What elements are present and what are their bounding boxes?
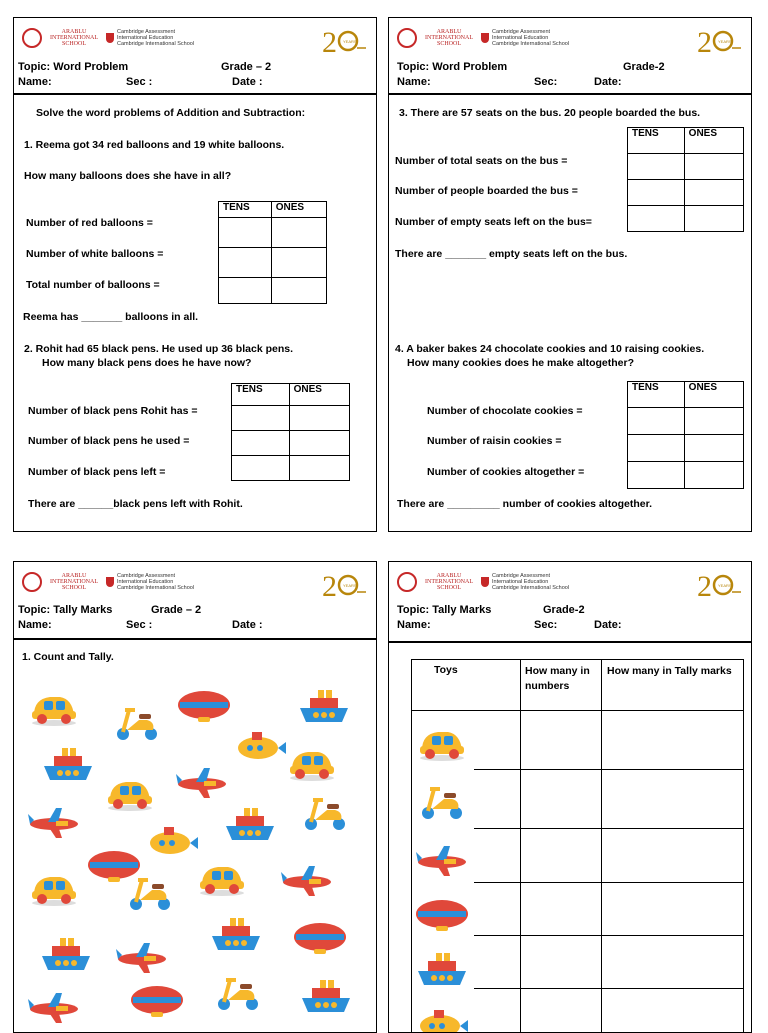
tens-header: TENS	[628, 128, 685, 154]
sec-field[interactable]: Sec :	[126, 619, 153, 631]
tens-ones-table-q4	[627, 381, 744, 489]
q2-row-left: Number of black pens left =	[28, 466, 166, 478]
topic-label: Topic: Tally Marks	[397, 604, 492, 616]
date-field[interactable]: Date :	[232, 76, 263, 88]
col-header-toys: Toys	[434, 664, 458, 676]
grade-label: Grade – 2	[221, 61, 272, 73]
q4-row-chocolate: Number of chocolate cookies =	[427, 405, 583, 417]
number-answer-cell[interactable]	[521, 711, 601, 768]
worksheet-word-problem-2	[388, 17, 752, 532]
header-divider	[389, 641, 751, 643]
date-field[interactable]: Date :	[232, 619, 263, 631]
car-icon	[414, 722, 470, 762]
answer-cell[interactable]	[628, 435, 685, 462]
scooter-icon	[109, 702, 165, 742]
name-field[interactable]: Name:	[397, 76, 431, 88]
topic-label: Topic: Word Problem	[18, 61, 129, 73]
q2-answer-line: There are ______black pens left with Rohit.	[28, 498, 243, 510]
cambridge-logo: Cambridge Assessment International Education Cambridge International School	[481, 29, 569, 47]
answer-cell[interactable]	[271, 218, 326, 248]
twenty-years-logo-icon	[697, 24, 741, 58]
q1-answer-line: Reema has _______ balloons in all.	[23, 311, 199, 323]
answer-cell[interactable]	[232, 406, 290, 431]
school-logos	[397, 572, 569, 592]
question-2: 2. Rohit had 65 black pens. He used up 36 black pens.	[24, 343, 294, 355]
svg-text:2: 2	[322, 570, 337, 602]
cambridge-shield-icon	[106, 33, 114, 43]
number-answer-cell[interactable]	[521, 989, 601, 1033]
answer-cell[interactable]	[219, 248, 272, 278]
q3-row-empty: Number of empty seats left on the bus=	[395, 216, 592, 228]
cambridge-shield-icon	[481, 33, 489, 43]
blimp-icon	[129, 980, 185, 1020]
blimp-icon	[292, 917, 348, 957]
count-and-tally-instruction: 1. Count and Tally.	[22, 651, 114, 663]
q3-row-boarded: Number of people boarded the bus =	[395, 185, 578, 197]
tens-ones-table-q3	[627, 127, 744, 232]
svg-text:2: 2	[697, 26, 712, 58]
airplane-icon	[279, 860, 335, 900]
tens-header: TENS	[628, 382, 685, 408]
answer-cell[interactable]	[232, 456, 290, 481]
tally-answer-cell[interactable]	[602, 936, 743, 987]
q3-row-total: Number of total seats on the bus =	[395, 155, 568, 167]
q2-row-used: Number of black pens he used =	[28, 435, 190, 447]
airplane-icon	[114, 937, 170, 977]
answer-cell[interactable]	[289, 456, 349, 481]
q3-answer-line: There are _______ empty seats left on the bus.	[395, 248, 628, 260]
topic-label: Topic: Tally Marks	[18, 604, 113, 616]
ones-header: ONES	[271, 202, 326, 218]
ship-icon	[222, 802, 278, 842]
answer-cell[interactable]	[684, 206, 743, 232]
tens-ones-table-q1	[218, 201, 327, 304]
blimp-icon	[414, 894, 470, 934]
col-header-numbers: How many in numbers	[525, 665, 590, 692]
answer-cell[interactable]	[684, 462, 743, 489]
school-seal-icon	[397, 28, 417, 48]
header-divider	[389, 93, 751, 95]
tens-ones-table-q2	[231, 383, 350, 481]
name-field[interactable]: Name:	[18, 76, 52, 88]
twenty-years-logo-icon	[697, 568, 741, 602]
car-icon	[284, 742, 340, 782]
tally-answer-cell[interactable]	[602, 883, 743, 934]
tens-header: TENS	[219, 202, 272, 218]
car-icon	[194, 857, 250, 897]
ship-icon	[40, 742, 96, 782]
school-name-logo: ARABLU INTERNATIONAL SCHOOL	[425, 573, 473, 591]
car-icon	[26, 867, 82, 907]
svg-text:2: 2	[697, 570, 712, 602]
q4-row-altogether: Number of cookies altogether =	[427, 466, 585, 478]
ship-icon	[298, 974, 354, 1014]
instruction-text: Solve the word problems of Addition and Subtraction:	[36, 107, 306, 119]
answer-cell[interactable]	[219, 278, 272, 304]
airplane-icon	[174, 762, 230, 802]
svg-text:YEARS: YEARS	[718, 583, 732, 588]
worksheet-tally-marks-1	[13, 561, 377, 1033]
ones-header: ONES	[684, 128, 743, 154]
answer-cell[interactable]	[684, 154, 743, 180]
name-field[interactable]: Name:	[397, 619, 431, 631]
question-2-ask: How many black pens does he have now?	[42, 357, 252, 369]
grade-label: Grade-2	[623, 61, 665, 73]
submarine-icon	[144, 817, 200, 857]
header-divider	[14, 638, 376, 640]
svg-text:2: 2	[322, 26, 337, 58]
school-name-logo: ARABLU INTERNATIONAL SCHOOL	[50, 573, 98, 591]
question-1-ask: How many balloons does she have in all?	[24, 170, 232, 182]
number-answer-cell[interactable]	[521, 770, 601, 827]
car-icon	[102, 772, 158, 812]
q1-row-red: Number of red balloons =	[26, 217, 153, 229]
school-name-logo: ARABLU INTERNATIONAL SCHOOL	[50, 29, 98, 47]
question-1: 1. Reema got 34 red balloons and 19 white balloons.	[24, 139, 285, 151]
tens-header: TENS	[232, 384, 290, 406]
question-4-ask: How many cookies does he make altogether?	[407, 357, 634, 369]
number-answer-cell[interactable]	[521, 883, 601, 934]
answer-cell[interactable]	[628, 462, 685, 489]
date-field[interactable]: Date:	[594, 619, 622, 631]
tally-answer-cell[interactable]	[602, 770, 743, 827]
answer-cell[interactable]	[684, 408, 743, 435]
answer-cell[interactable]	[219, 218, 272, 248]
twenty-years-logo-icon	[322, 24, 366, 58]
school-seal-icon	[22, 572, 42, 592]
school-logos	[22, 572, 194, 592]
tally-table	[411, 659, 744, 1033]
col-header-tally: How many in Tally marks	[607, 665, 732, 677]
school-name-logo: ARABLU INTERNATIONAL SCHOOL	[425, 29, 473, 47]
airplane-icon	[26, 987, 82, 1027]
submarine-icon	[414, 1000, 470, 1033]
answer-cell[interactable]	[684, 435, 743, 462]
topic-label: Topic: Word Problem	[397, 61, 508, 73]
q2-row-had: Number of black pens Rohit has =	[28, 405, 198, 417]
q4-answer-line: There are _________ number of cookies altogether.	[397, 498, 653, 510]
sec-field[interactable]: Sec:	[534, 619, 558, 631]
cambridge-logo: Cambridge Assessment International Education Cambridge International School	[481, 573, 569, 591]
submarine-icon	[232, 722, 288, 762]
ones-header: ONES	[684, 382, 743, 408]
q1-row-white: Number of white balloons =	[26, 248, 164, 260]
ones-header: ONES	[289, 384, 349, 406]
school-seal-icon	[22, 28, 42, 48]
svg-text:YEARS: YEARS	[343, 39, 357, 44]
answer-cell[interactable]	[628, 154, 685, 180]
answer-cell[interactable]	[271, 278, 326, 304]
q1-row-total: Total number of balloons =	[26, 279, 160, 291]
worksheet-tally-marks-2	[388, 561, 752, 1033]
svg-text:YEARS: YEARS	[718, 39, 732, 44]
svg-text:YEARS: YEARS	[343, 583, 357, 588]
car-icon	[26, 687, 82, 727]
q4-row-raisin: Number of raisin cookies =	[427, 435, 562, 447]
school-logos	[397, 28, 569, 48]
answer-cell[interactable]	[289, 406, 349, 431]
name-field[interactable]: Name:	[18, 619, 52, 631]
answer-cell[interactable]	[628, 408, 685, 435]
cambridge-logo: Cambridge Assessment International Education Cambridge International School	[106, 29, 194, 47]
scooter-icon	[297, 792, 353, 832]
twenty-years-logo-icon	[322, 568, 366, 602]
ship-icon	[296, 684, 352, 724]
scooter-icon	[414, 781, 470, 821]
question-4: 4. A baker bakes 24 chocolate cookies and 10 raising cookies.	[395, 343, 705, 355]
airplane-icon	[26, 802, 82, 842]
tally-answer-cell[interactable]	[602, 989, 743, 1033]
scooter-icon	[210, 972, 266, 1012]
number-answer-cell[interactable]	[521, 936, 601, 987]
answer-cell[interactable]	[289, 431, 349, 456]
number-answer-cell[interactable]	[521, 829, 601, 881]
ship-icon	[414, 947, 470, 987]
date-field[interactable]: Date:	[594, 76, 622, 88]
blimp-icon	[176, 685, 232, 725]
cambridge-logo: Cambridge Assessment International Education Cambridge International School	[106, 573, 194, 591]
grade-label: Grade-2	[543, 604, 585, 616]
answer-cell[interactable]	[628, 180, 685, 206]
ship-icon	[38, 932, 94, 972]
school-seal-icon	[397, 572, 417, 592]
tally-answer-cell[interactable]	[602, 711, 743, 768]
ship-icon	[208, 912, 264, 952]
cambridge-shield-icon	[106, 577, 114, 587]
grade-label: Grade – 2	[151, 604, 202, 616]
header-divider	[14, 93, 376, 95]
worksheet-word-problem-1	[13, 17, 377, 532]
answer-cell[interactable]	[684, 180, 743, 206]
answer-cell[interactable]	[628, 206, 685, 232]
scooter-icon	[122, 872, 178, 912]
school-logos	[22, 28, 194, 48]
question-3: 3. There are 57 seats on the bus. 20 people boarded the bus.	[399, 107, 701, 119]
cambridge-shield-icon	[481, 577, 489, 587]
answer-cell[interactable]	[232, 431, 290, 456]
tally-answer-cell[interactable]	[602, 829, 743, 881]
answer-cell[interactable]	[271, 248, 326, 278]
sec-field[interactable]: Sec:	[534, 76, 558, 88]
airplane-icon	[414, 840, 470, 880]
sec-field[interactable]: Sec :	[126, 76, 153, 88]
